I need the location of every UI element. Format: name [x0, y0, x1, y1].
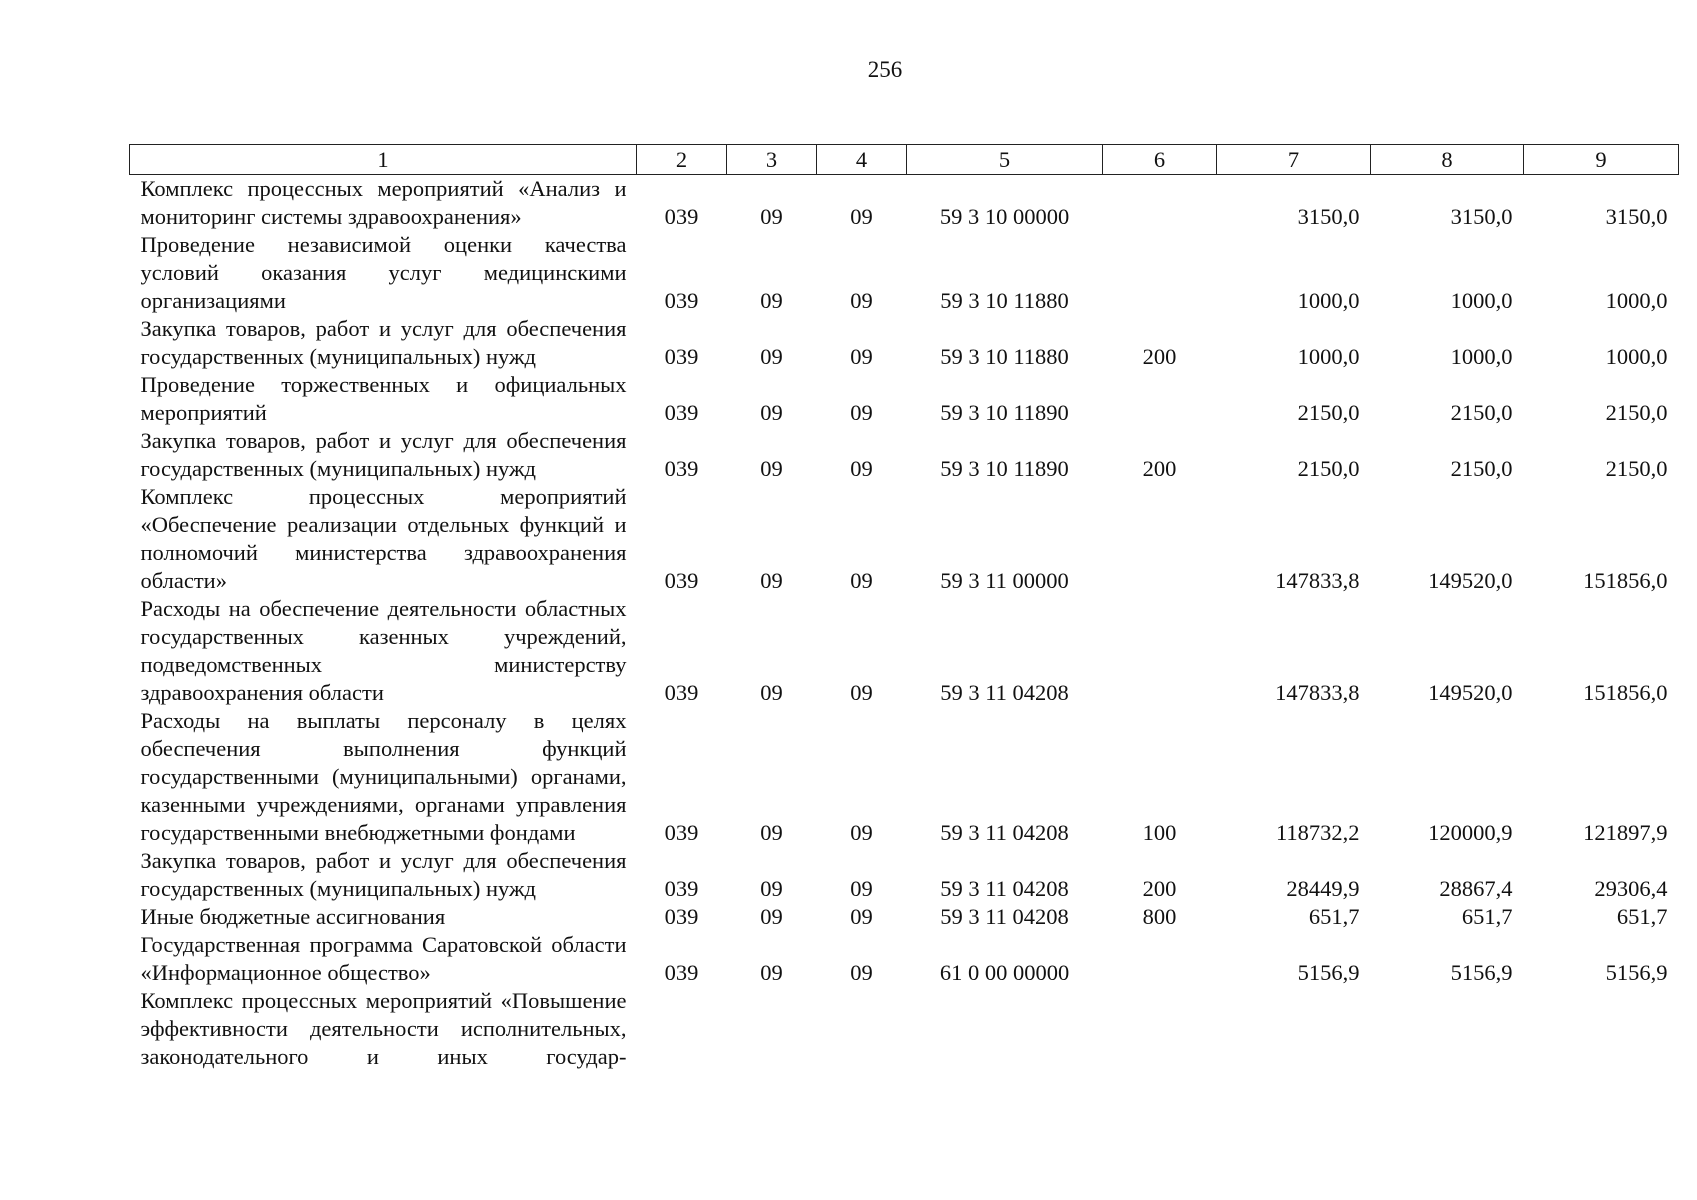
cell-target-article: 61 0 00 00000 [939, 960, 1070, 985]
cell-subsection [817, 987, 907, 1071]
cell-amount-7: 147833,8 [1275, 568, 1360, 593]
cell-section: 09 [760, 204, 783, 229]
cell-target-article: 59 3 10 00000 [939, 204, 1070, 229]
column-header: 9 [1524, 145, 1679, 175]
column-header: 6 [1103, 145, 1217, 175]
cell-target-article: 59 3 11 00000 [940, 568, 1069, 593]
cell-amount-9: 151856,0 [1583, 568, 1668, 593]
cell-section: 09 [760, 288, 783, 313]
cell-target-article: 59 3 10 11890 [940, 400, 1069, 425]
cell-amount-7: 2150,0 [1297, 400, 1360, 425]
cell-ministry-code: 039 [664, 288, 699, 313]
cell-amount-7 [1217, 987, 1371, 1071]
row-name: Комплекс процессных мероприятий «Обеспечение реализации отдельных функций и полномочий министерства здравоохранения области» [140, 484, 627, 593]
table-row [130, 987, 1679, 1071]
cell-expense-type [1103, 931, 1217, 987]
cell-subsection: 09 [850, 680, 873, 705]
cell-expense-type [1103, 987, 1217, 1071]
cell-ministry-code: 039 [664, 204, 699, 229]
cell-section: 09 [760, 344, 783, 369]
cell-amount-8: 5156,9 [1450, 960, 1513, 985]
cell-expense-type: 100 [1142, 820, 1177, 845]
table-row [130, 231, 1679, 315]
cell-expense-type [1103, 483, 1217, 595]
cell-subsection: 09 [850, 820, 873, 845]
cell-amount-9: 5156,9 [1605, 960, 1668, 985]
cell-amount-7: 3150,0 [1297, 204, 1360, 229]
cell-amount-8: 120000,9 [1428, 820, 1513, 845]
cell-amount-8: 3150,0 [1450, 204, 1513, 229]
cell-target-article: 59 3 10 11890 [940, 456, 1069, 481]
table-row [130, 707, 1679, 847]
cell-amount-9: 29306,4 [1594, 876, 1668, 901]
cell-amount-8: 149520,0 [1428, 680, 1513, 705]
cell-target-article: 59 3 11 04208 [940, 904, 1069, 929]
table-row [130, 595, 1679, 707]
cell-subsection: 09 [850, 204, 873, 229]
table-row [130, 175, 1679, 232]
cell-target-article: 59 3 11 04208 [940, 820, 1069, 845]
cell-section: 09 [760, 960, 783, 985]
cell-subsection: 09 [850, 456, 873, 481]
cell-subsection: 09 [850, 344, 873, 369]
column-header: 4 [817, 145, 907, 175]
cell-ministry-code: 039 [664, 876, 699, 901]
cell-expense-type: 200 [1142, 456, 1177, 481]
cell-target-article: 59 3 10 11880 [940, 288, 1069, 313]
cell-expense-type [1103, 175, 1217, 232]
cell-ministry-code: 039 [664, 456, 699, 481]
cell-expense-type: 200 [1142, 876, 1177, 901]
cell-subsection: 09 [850, 960, 873, 985]
cell-section [727, 987, 817, 1071]
cell-ministry-code: 039 [664, 400, 699, 425]
cell-amount-9: 151856,0 [1583, 680, 1668, 705]
cell-amount-7: 651,7 [1308, 904, 1360, 929]
table-row [130, 903, 1679, 931]
row-name: Государственная программа Саратовской области «Информационное общество» [140, 932, 627, 985]
cell-ministry-code: 039 [664, 960, 699, 985]
cell-expense-type: 800 [1142, 904, 1177, 929]
cell-expense-type: 200 [1142, 344, 1177, 369]
table-row [130, 931, 1679, 987]
cell-amount-9: 121897,9 [1583, 820, 1668, 845]
cell-section: 09 [760, 680, 783, 705]
page-number: 256 [867, 57, 903, 82]
cell-amount-9: 2150,0 [1605, 400, 1668, 425]
cell-amount-9: 3150,0 [1605, 204, 1668, 229]
cell-amount-7: 1000,0 [1297, 344, 1360, 369]
column-header: 2 [637, 145, 727, 175]
cell-section: 09 [760, 400, 783, 425]
table-row [130, 315, 1679, 371]
cell-target-article: 59 3 10 11880 [940, 344, 1069, 369]
cell-amount-9: 1000,0 [1605, 344, 1668, 369]
cell-ministry-code: 039 [664, 904, 699, 929]
cell-subsection: 09 [850, 568, 873, 593]
cell-amount-9: 651,7 [1616, 904, 1668, 929]
cell-ministry-code: 039 [664, 820, 699, 845]
table-row [130, 483, 1679, 595]
column-header: 8 [1371, 145, 1524, 175]
table-row [130, 847, 1679, 903]
cell-subsection: 09 [850, 876, 873, 901]
column-header: 3 [727, 145, 817, 175]
cell-amount-7: 28449,9 [1286, 876, 1360, 901]
cell-amount-8: 2150,0 [1450, 456, 1513, 481]
cell-amount-9: 1000,0 [1605, 288, 1668, 313]
cell-amount-9 [1524, 987, 1679, 1071]
row-name: Иные бюджетные ассигнования [140, 904, 446, 929]
row-name: Комплекс процессных мероприятий «Повышение эффективности деятельности исполнительных, законодательного и иных государ- [140, 988, 627, 1069]
cell-amount-8: 1000,0 [1450, 288, 1513, 313]
row-name: Закупка товаров, работ и услуг для обеспечения государственных (муниципальных) нужд [140, 316, 627, 369]
cell-subsection: 09 [850, 400, 873, 425]
cell-subsection: 09 [850, 288, 873, 313]
cell-amount-7: 2150,0 [1297, 456, 1360, 481]
cell-amount-7: 5156,9 [1297, 960, 1360, 985]
cell-amount-7: 1000,0 [1297, 288, 1360, 313]
cell-amount-8: 2150,0 [1450, 400, 1513, 425]
cell-ministry-code: 039 [664, 680, 699, 705]
cell-target-article [907, 987, 1103, 1071]
cell-target-article: 59 3 11 04208 [940, 876, 1069, 901]
cell-amount-7: 147833,8 [1275, 680, 1360, 705]
cell-section: 09 [760, 568, 783, 593]
cell-amount-8 [1371, 987, 1524, 1071]
cell-section: 09 [760, 876, 783, 901]
cell-amount-8: 1000,0 [1450, 344, 1513, 369]
cell-amount-9: 2150,0 [1605, 456, 1668, 481]
row-name: Закупка товаров, работ и услуг для обеспечения государственных (муниципальных) нужд [140, 428, 627, 481]
row-name: Закупка товаров, работ и услуг для обеспечения государственных (муниципальных) нужд [140, 848, 627, 901]
table-row [130, 371, 1679, 427]
cell-target-article: 59 3 11 04208 [940, 680, 1069, 705]
cell-section: 09 [760, 456, 783, 481]
cell-amount-8: 149520,0 [1428, 568, 1513, 593]
row-name: Расходы на выплаты персоналу в целях обеспечения выполнения функций государственными (муниципальными) органами, казенными учреждениями, органами управления государственными внебюджетными фондами [140, 708, 627, 845]
column-header: 7 [1217, 145, 1371, 175]
table-header-row [130, 145, 1679, 175]
cell-amount-8: 651,7 [1461, 904, 1513, 929]
cell-expense-type [1103, 595, 1217, 707]
cell-section: 09 [760, 820, 783, 845]
row-name: Комплекс процессных мероприятий «Анализ и мониторинг системы здравоохранения» [140, 176, 627, 229]
budget-table [129, 144, 1679, 1071]
cell-amount-7: 118732,2 [1275, 820, 1360, 845]
cell-ministry-code: 039 [664, 344, 699, 369]
row-name: Проведение торжественных и официальных мероприятий [140, 372, 627, 425]
cell-expense-type [1103, 371, 1217, 427]
cell-subsection: 09 [850, 904, 873, 929]
cell-ministry-code: 039 [664, 568, 699, 593]
row-name: Проведение независимой оценки качества условий оказания услуг медицинскими организациями [140, 232, 627, 313]
cell-amount-8: 28867,4 [1439, 876, 1513, 901]
row-name: Расходы на обеспечение деятельности областных государственных казенных учреждений, подведомственных министерству здравоохранения области [140, 596, 627, 705]
cell-section: 09 [760, 904, 783, 929]
column-header: 1 [130, 145, 637, 175]
cell-ministry-code [637, 987, 727, 1071]
cell-expense-type [1103, 231, 1217, 315]
table-row [130, 427, 1679, 483]
column-header: 5 [907, 145, 1103, 175]
